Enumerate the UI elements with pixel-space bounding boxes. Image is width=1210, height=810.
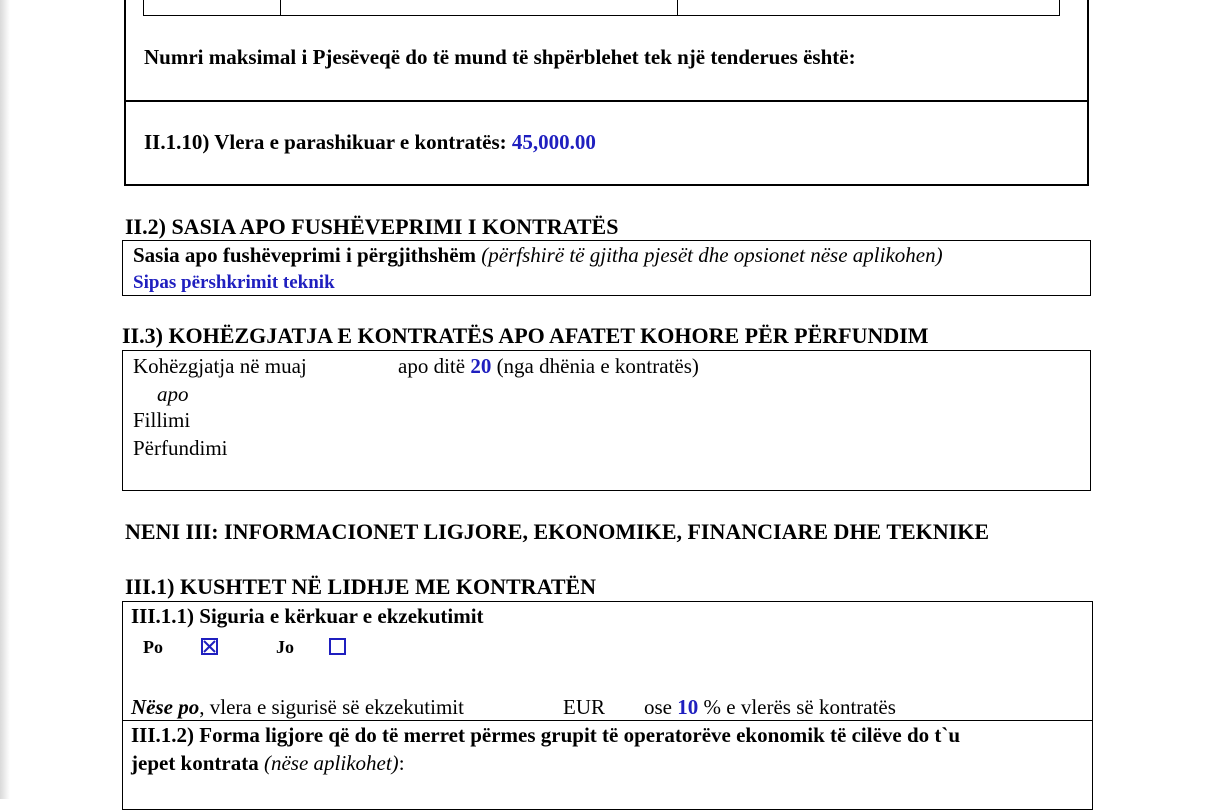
contract-value-label: II.1.10) Vlera e parashikuar e kontratës: bbox=[144, 130, 507, 154]
page-shadow bbox=[0, 0, 10, 799]
legal-form-label-line1: III.1.2) Forma ligjore që do të merret përmes grupit të operatorëve ekonomik të cilëve do t`u bbox=[131, 723, 961, 747]
duration-months-label: Kohëzgjatja në muaj bbox=[133, 354, 307, 378]
guarantee-or-text: ose bbox=[644, 695, 672, 719]
duration-days-line bbox=[398, 354, 699, 379]
scope-label: Sasia apo fushëveprimi i përgjithshëm bbox=[133, 243, 477, 267]
section-ii-2-heading: II.2) SASIA APO FUSHËVEPRIMI I KONTRATËS bbox=[125, 214, 619, 239]
guarantee-percent-text: % e vlerës së kontratës bbox=[703, 695, 896, 719]
scope-note: (përfshirë të gjitha pjesët dhe opsionet nëse aplikohen) bbox=[481, 243, 943, 267]
scope-label-line bbox=[133, 243, 943, 268]
scope-value: Sipas përshkrimit teknik bbox=[133, 272, 335, 293]
legal-form-colon: : bbox=[398, 751, 405, 775]
checked-x-icon bbox=[203, 640, 216, 653]
legal-form-label-line2 bbox=[131, 751, 405, 776]
guarantee-percent-line bbox=[644, 695, 896, 720]
performance-guarantee-label: III.1.1) Siguria e kërkuar e ekzekutimit bbox=[131, 604, 484, 628]
guarantee-percent-value: 10 bbox=[677, 695, 699, 719]
contract-value-line bbox=[144, 130, 596, 155]
guarantee-value-text: , vlera e sigurisë së ekzekutimit bbox=[199, 695, 464, 719]
lots-table-divider-2 bbox=[677, 0, 678, 16]
lots-table-divider-1 bbox=[280, 0, 281, 16]
contract-value: 45,000.00 bbox=[511, 130, 596, 154]
yes-label: Po bbox=[143, 637, 163, 657]
no-checkbox[interactable] bbox=[329, 638, 346, 655]
duration-days-label: apo ditë bbox=[398, 354, 466, 378]
max-lots-label: Numri maksimal i Pjesëveqë do të mund të shpërblehet tek një tenderues është: bbox=[144, 45, 856, 69]
legal-form-note: (nëse aplikohet) bbox=[263, 751, 399, 775]
yes-checkbox[interactable] bbox=[201, 638, 218, 655]
legal-form-label-cont: jepet kontrata bbox=[131, 751, 259, 775]
duration-end-label: Përfundimi bbox=[133, 436, 228, 460]
duration-start-label: Fillimi bbox=[133, 408, 191, 432]
section-iii-1-heading: III.1) KUSHTET NË LIDHJE ME KONTRATËN bbox=[125, 574, 597, 599]
duration-days-value: 20 bbox=[470, 354, 492, 378]
guarantee-currency: EUR bbox=[563, 695, 605, 719]
duration-or-label: apo bbox=[157, 382, 189, 406]
no-label: Jo bbox=[276, 637, 294, 657]
section-ii-3-heading: II.3) KOHËZGJATJA E KONTRATËS APO AFATET KOHORE PËR PËRFUNDIM bbox=[122, 323, 929, 348]
duration-days-note: (nga dhënia e kontratës) bbox=[496, 354, 699, 378]
if-yes-label: Nëse po bbox=[131, 695, 200, 719]
guarantee-value-line bbox=[131, 695, 464, 720]
article-iii-heading: NENI III: INFORMACIONET LIGJORE, EKONOMIKE, FINANCIARE DHE TEKNIKE bbox=[125, 519, 990, 544]
